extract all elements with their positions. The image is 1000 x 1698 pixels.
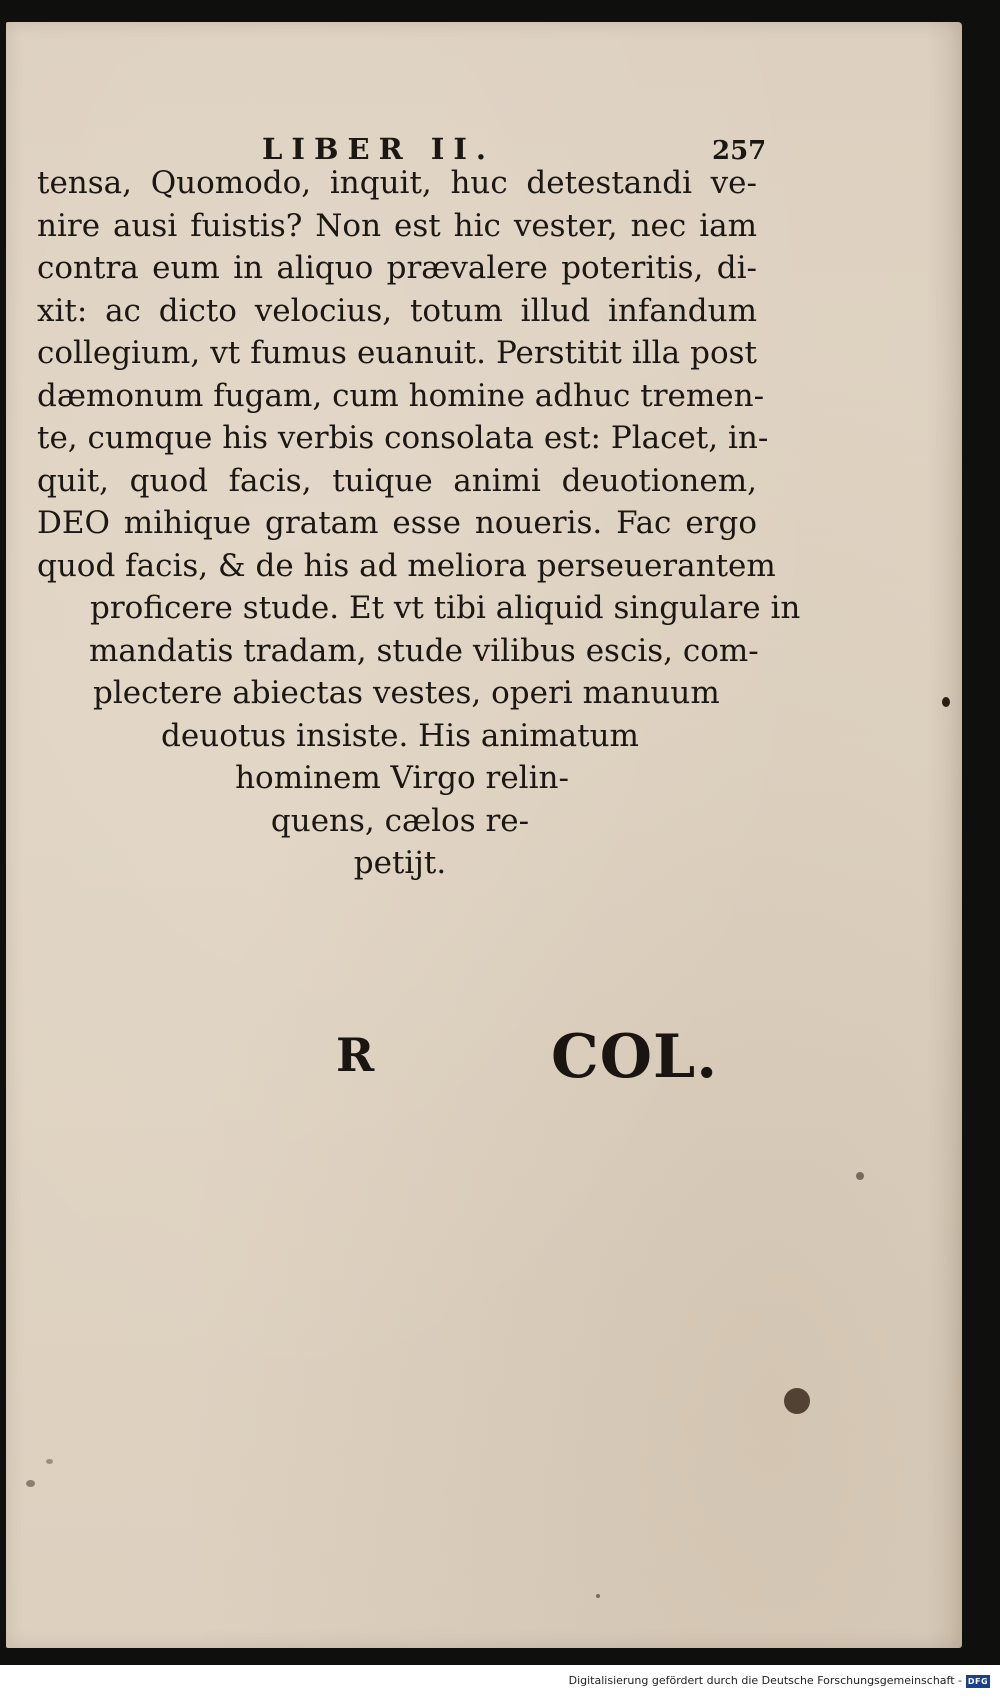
text-line: plectere abiectas vestes, operi manuum (93, 675, 720, 711)
text-line: quens, cælos re- (270, 802, 530, 839)
catchword-row (6, 1022, 962, 1102)
page-header (6, 114, 962, 166)
text-line: mandatis tradam, stude vilibus escis, com- (89, 632, 759, 669)
signature-mark: R (336, 1028, 375, 1082)
book-page (6, 22, 962, 1648)
page-text-block (6, 114, 962, 885)
text-line: tensa, Quomodo, inquit, huc detestandi ve- (37, 165, 757, 201)
page-number: 257 (712, 136, 767, 166)
ink-spot (856, 1172, 864, 1180)
text-line: quod facis, & de his ad meliora perseuerantem (37, 547, 776, 584)
text-line: petijt. (353, 845, 447, 881)
text-line: dæmonum fugam, cum homine adhuc tremen- (37, 377, 765, 414)
dfg-logo: DFG (967, 1676, 989, 1686)
credit-text: Digitalisierung gefördert durch die Deutsche Forschungsgemeinschaft - (568, 1674, 962, 1687)
text-line: te, cumque his verbis consolata est: Placet, in- (37, 420, 769, 456)
ink-spot (784, 1388, 810, 1414)
text-line: contra eum in aliquo prævalere poteritis, di- (37, 250, 757, 286)
digitization-credit (0, 1670, 990, 1692)
ink-spot (942, 697, 950, 707)
catchword: COL. (551, 1022, 719, 1092)
ink-spot (596, 1594, 600, 1598)
text-line: deuotus insiste. His animatum (161, 717, 639, 754)
text-line: quit, quod facis, tuique animi deuotionem, (37, 462, 757, 499)
text-line: hominem Virgo relin- (235, 760, 569, 796)
ink-spot (26, 1480, 35, 1487)
text-line: proficere stude. Et vt tibi aliquid singulare in (90, 590, 801, 626)
running-head: LIBER II. (262, 132, 495, 166)
ink-spot (46, 1459, 53, 1464)
text-line: xit: ac dicto velocius, totum illud infandum (37, 292, 757, 329)
text-line: collegium, vt fumus euanuit. Perstitit illa post (37, 335, 757, 371)
text-line: nire ausi fuistis? Non est hic vester, nec iam (37, 207, 757, 244)
text-line: DEO mihique gratam esse noueris. Fac ergo (37, 505, 757, 541)
